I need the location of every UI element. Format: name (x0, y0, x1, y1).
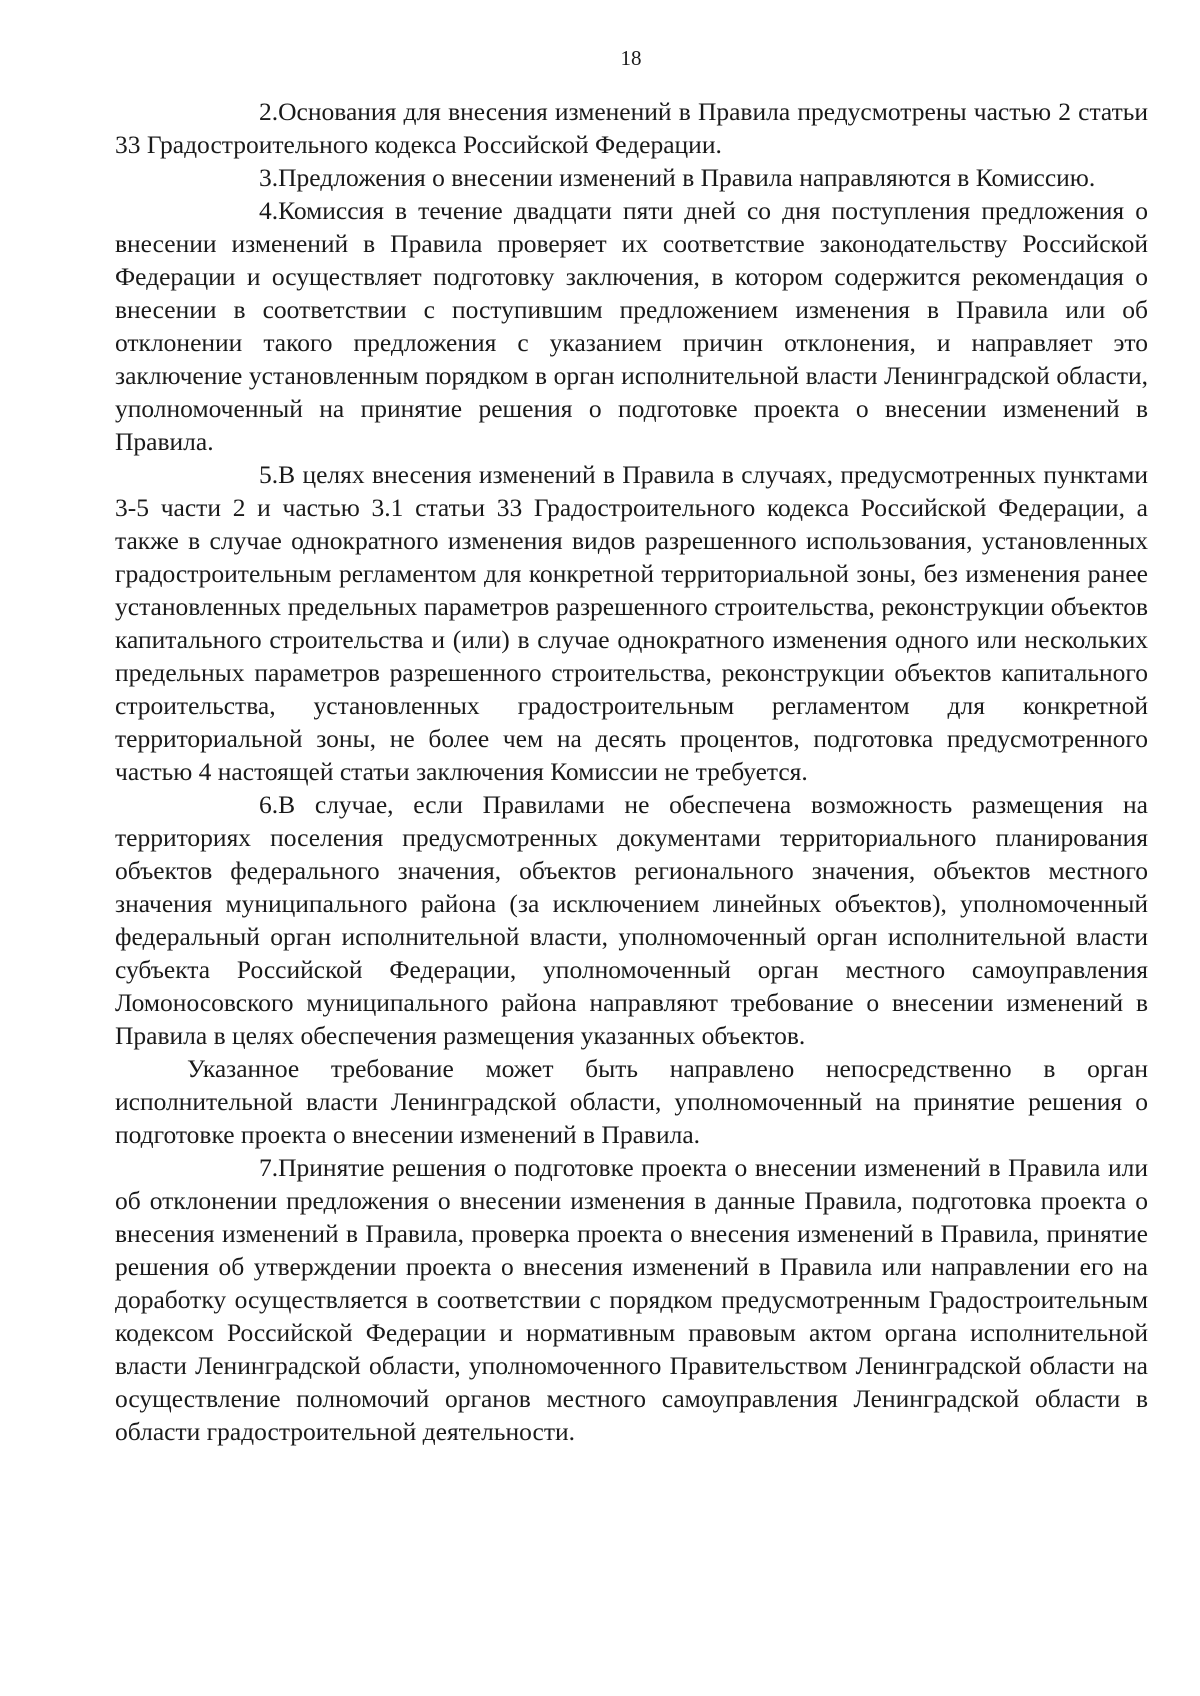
paragraph-number: 4. (259, 196, 279, 225)
paragraph-number: 6. (259, 790, 279, 819)
paragraph-number: 3. (259, 163, 279, 192)
paragraph-text: Принятие решения о подготовке проекта о внесении изменений в Правила или об отклонении предложения о внесении изменения в данные Правила, подготовка проекта о внесения изменений в Правила, проверка проекта о внесения изменений в Правила, принятие решения об утверждении проекта о внесения изменений в Правила или направлении его на доработку осуществляется в соответствии с порядком предусмотренным Градостроительным кодексом Российской Федерации и нормативным правовым актом органа исполнительной власти Ленинградской области, уполномоченного Правительством Ленинградской области на осуществление полномочий органов местного самоуправления Ленинградской области в области градостроительной деятельности. (115, 1153, 1148, 1446)
paragraph-number: 2. (259, 97, 279, 126)
paragraph-text: В случае, если Правилами не обеспечена возможность размещения на территориях поселения предусмотренных документами территориального планирования объектов федерального значения, объектов регионального значения, объектов местного значения муниципального района (за исключением линейных объектов), уполномоченный федеральный орган исполнительной власти, уполномоченный орган исполнительной власти субъекта Российской Федерации, уполномоченный орган местного самоуправления Ломоносовского муниципального района направляют требование о внесении изменений в Правила в целях обеспечения размещения указанных объектов. (115, 790, 1148, 1050)
paragraph-number: 7. (259, 1153, 279, 1182)
paragraph-6 (115, 788, 1148, 1052)
paragraph-6-continuation (115, 1052, 1148, 1151)
page-number: 18 (620, 46, 642, 70)
paragraph-3 (115, 161, 1148, 194)
paragraph-5 (115, 458, 1148, 788)
paragraph-text: В целях внесения изменений в Правила в случаях, предусмотренных пунктами 3-5 части 2 и частью 3.1 статьи 33 Градостроительного кодекса Российской Федерации, а также в случае однократного изменения видов разрешенного использования, установленных градостроительным регламентом для конкретной территориальной зоны, без изменения ранее установленных предельных параметров разрешенного строительства, реконструкции объектов капитального строительства и (или) в случае однократного изменения одного или нескольких предельных параметров разрешенного строительства, реконструкции объектов капитального строительства, установленных градостроительным регламентом для конкретной территориальной зоны, не более чем на десять процентов, подготовка предусмотренного частью 4 настоящей статьи заключения Комиссии не требуется. (115, 460, 1148, 786)
paragraph-number: 5. (259, 460, 279, 489)
paragraph-2 (115, 95, 1148, 161)
paragraph-text: Основания для внесения изменений в Правила предусмотрены частью 2 статьи 33 Градостроительного кодекса Российской Федерации. (115, 97, 1148, 159)
paragraph-7 (115, 1151, 1148, 1448)
paragraph-text: Указанное требование может быть направлено непосредственно в орган исполнительной власти Ленинградской области, уполномоченный на принятие решения о подготовке проекта о внесении изменений в Правила. (115, 1054, 1148, 1149)
paragraph-4 (115, 194, 1148, 458)
paragraph-text: Комиссия в течение двадцати пяти дней со дня поступления предложения о внесении изменений в Правила проверяет их соответствие законодательству Российской Федерации и осуществляет подготовку заключения, в котором содержится рекомендация о внесении в соответствии с поступившим предложением изменения в Правила или об отклонении такого предложения с указанием причин отклонения, и направляет это заключение установленным порядком в орган исполнительной власти Ленинградской области, уполномоченный на принятие решения о подготовке проекта о внесении изменений в Правила. (115, 196, 1148, 456)
document-body (115, 95, 1148, 1448)
paragraph-text: Предложения о внесении изменений в Правила направляются в Комиссию. (278, 163, 1096, 192)
